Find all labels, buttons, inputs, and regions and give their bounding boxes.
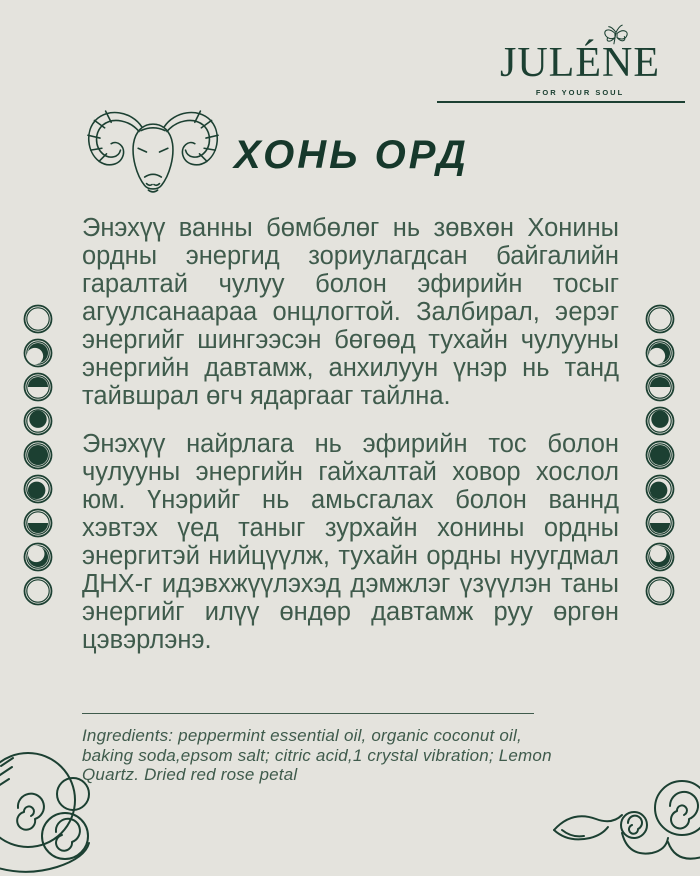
description [82,214,619,674]
brand-name: JULÉNE [500,40,660,86]
new-moon-icon [644,303,676,335]
waxing-gibbous-icon [22,405,54,437]
last-quarter-icon [644,507,676,539]
first-quarter-icon [644,371,676,403]
waning-crescent-icon [644,541,676,573]
waning-crescent-icon [22,541,54,573]
description-paragraph: Энэхүү ванны бөмбөлөг нь зөвхөн Хонины ордны энергид зориулагдсан байгалийн гаралтай чулуу болон эфирийн тосыг агуулсанаараа онцлогтой. Залбирал, эерэг энергийг шингээсэн бөгөөд тухайн чулууны энергийн давтамж, анхилуун үнэр нь танд тайвшрал өгч ядаргааг тайлна. [82,214,619,410]
page-title: ХОНЬ ОРД [234,133,469,177]
waning-gibbous-icon [644,473,676,505]
moon-column-right [644,303,676,607]
new-moon-icon [22,303,54,335]
waxing-crescent-icon [22,337,54,369]
waxing-crescent-icon [644,337,676,369]
ram-head-icon [74,99,232,205]
butterfly-icon [600,22,632,49]
brand-logo [470,42,690,97]
moon-column-left [22,303,54,607]
header-divider [437,101,685,103]
waxing-gibbous-icon [644,405,676,437]
cloud-ornament-right-icon [510,768,700,876]
description-paragraph: Энэхүү найрлага нь эфирийн тос болон чулууны энергийн гайхалтай ховор хослол юм. Үнэрийг нь амьсгалах болон ваннд хэвтэх үед таныг зурхайн хонины ордны энергитэй нийцүүлж, тухайн ордны нуугдмал ДНХ-г идэвхжүүлэхэд дэмжлэг үзүүлэн таны энергийг илүү өндөр давтамж руу өргөн цэвэрлэнэ. [82,430,619,654]
waning-gibbous-icon [22,473,54,505]
new-moon-icon [22,575,54,607]
new-moon-icon [644,575,676,607]
full-moon-icon [644,439,676,471]
cloud-ornament-left-icon [0,716,155,876]
full-moon-icon [22,439,54,471]
brand-tagline: FOR YOUR SOUL [535,88,625,97]
first-quarter-icon [22,371,54,403]
ingredients-divider [82,713,534,714]
ingredients-text: Ingredients: peppermint essential oil, organic coconut oil, baking soda,epsom salt; citric acid,1 crystal vibration; Lemon Quartz. Dried red rose petal [82,726,552,784]
last-quarter-icon [22,507,54,539]
